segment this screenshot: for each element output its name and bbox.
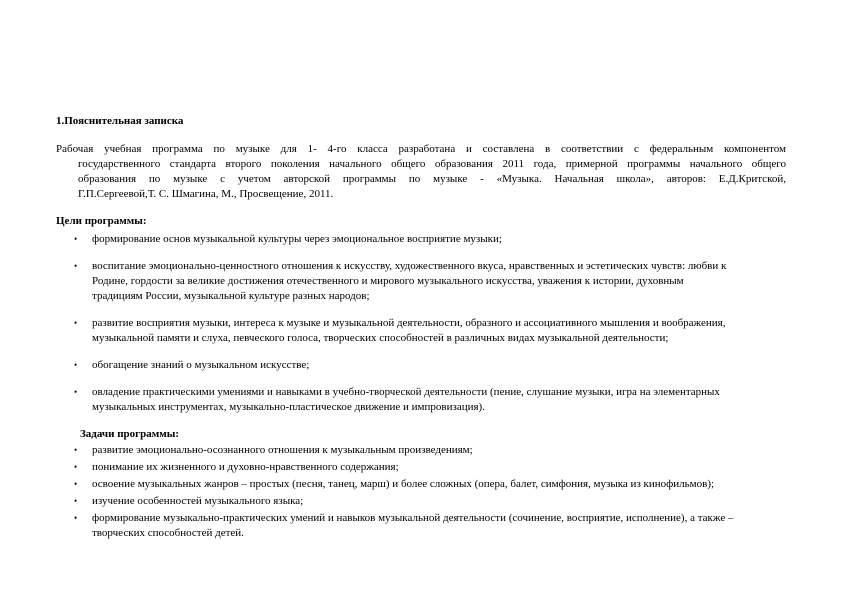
bullet-icon: • <box>74 462 78 472</box>
bullet-icon: • <box>74 234 78 244</box>
task-text: развитие эмоционально-осознанного отношения к музыкальным произведениям; <box>92 444 473 456</box>
goal-text: Родине, гордости за великие достижения отечественного и мирового музыкального искусства, уважения к истории, духовным <box>92 275 684 287</box>
task-item <box>56 494 796 509</box>
goal-item <box>56 259 796 304</box>
bullet-icon: • <box>74 387 78 397</box>
goal-text: формирование основ музыкальной культуры через эмоциональное восприятие музыки; <box>92 233 502 245</box>
intro-line: Рабочая учебная программа по музыке для 1- 4-го класса разработана и составлена в соответствии с федеральным компонентом <box>56 143 786 155</box>
bullet-icon: • <box>74 360 78 370</box>
bullet-icon: • <box>74 318 78 328</box>
task-text: формирование музыкально-практических умений и навыков музыкальной деятельности (сочинение, восприятие, исполнение), а также – <box>92 512 734 524</box>
task-item <box>56 511 796 541</box>
task-item <box>56 477 796 492</box>
goal-text: традициям России, музыкальной культуре разных народов; <box>92 290 370 302</box>
task-text: освоение музыкальных жанров – простых (песня, танец, марш) и более сложных (опера, балет, симфония, музыка из кинофильмов); <box>92 478 715 490</box>
goal-item <box>56 358 796 373</box>
goals-title: Цели программы: <box>56 215 147 227</box>
intro-line: государственного стандарта второго поколения начального общего образования 2011 года, примерной программы начального общего <box>78 158 786 170</box>
goal-text: воспитание эмоционально-ценностного отношения к искусству, художественного вкуса, нравственных и эстетических чувств: любви к <box>92 260 727 272</box>
tasks-list <box>56 443 796 543</box>
goals-list <box>56 232 796 427</box>
goal-item <box>56 385 796 415</box>
bullet-icon: • <box>74 445 78 455</box>
intro-line: Г.П.Сергеевой,Т. С. Шмагина, М., Просвещение, 2011. <box>78 188 334 200</box>
intro-paragraph <box>56 142 786 202</box>
goal-text: музыкальной памяти и слуха, певческого голоса, творческих способностей в различных видах музыкальной деятельности; <box>92 332 669 344</box>
bullet-icon: • <box>74 261 78 271</box>
intro-line: образования по музыке с учетом авторской программы по музыке - «Музыка. Начальная школа», авторов: Е.Д.Критской, <box>78 173 786 185</box>
tasks-title: Задачи программы: <box>80 428 180 440</box>
task-text: творческих способностей детей. <box>92 527 244 539</box>
bullet-icon: • <box>74 513 78 523</box>
goal-item <box>56 316 796 346</box>
task-text: понимание их жизненного и духовно-нравственного содержания; <box>92 461 399 473</box>
goal-text: овладение практическими умениями и навыками в учебно-творческой деятельности (пение, слушание музыки, игра на элементарных <box>92 386 720 398</box>
goal-item <box>56 232 796 247</box>
bullet-icon: • <box>74 479 78 489</box>
goal-text: обогащение знаний о музыкальном искусстве; <box>92 359 310 371</box>
goal-text: музыкальных инструментах, музыкально-пластическое движение и импровизация). <box>92 401 485 413</box>
goal-text: развитие восприятия музыки, интереса к музыке и музыкальной деятельности, образного и ассоциативного мышления и воображения, <box>92 317 726 329</box>
task-item <box>56 460 796 475</box>
task-text: изучение особенностей музыкального языка; <box>92 495 304 507</box>
section-heading: 1.Пояснительная записка <box>56 115 184 127</box>
task-item <box>56 443 796 458</box>
bullet-icon: • <box>74 496 78 506</box>
